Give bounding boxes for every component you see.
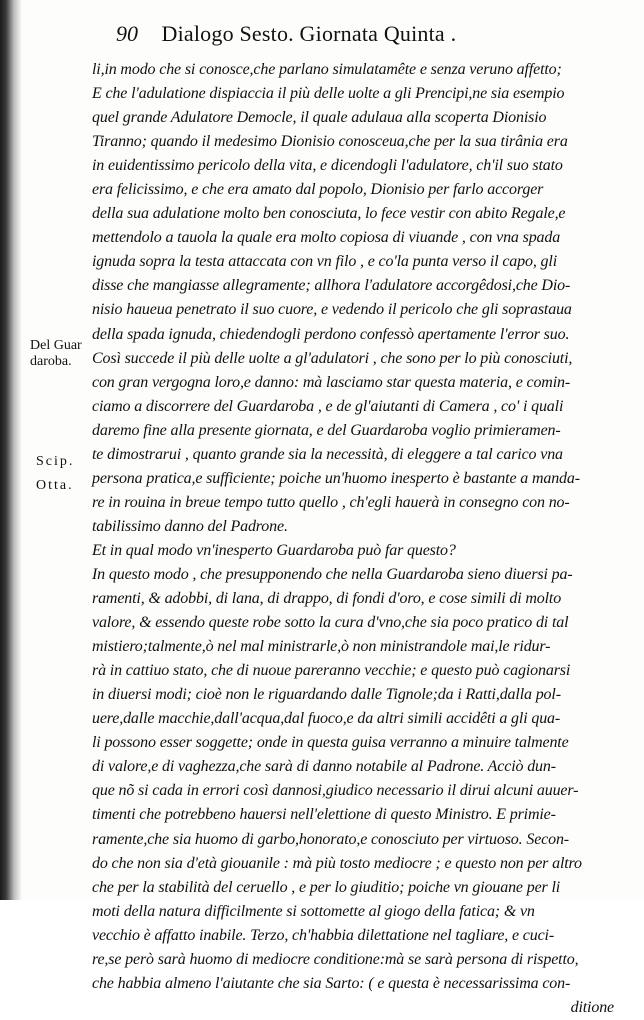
text-line: che per la stabilità del ceruello , e per lo giuditio; poiche vn giouane per li — [92, 878, 561, 896]
text-line: con gran vergogna loro,e danno: mà lasciamo star questa materia, e comin- — [92, 373, 571, 391]
text-line: disse che mangiasse allegramente; allhora l'adulatore accorgêdosi,che Dio- — [92, 277, 571, 295]
text-line: mistiero;talmente,ò nel mal ministrarle,ò non ministrandole mai,le ridur- — [92, 638, 551, 656]
margin-note-line: Del Guar — [30, 338, 82, 353]
text-line: E che l'adulatione dispiaccia il più delle uolte a gli Prencipi,ne sia esempio — [92, 85, 565, 103]
text-line: uere,dalle macchie,dall'acqua,dal fuoco,e da altri simili accidêti a gli qua- — [92, 710, 561, 728]
text-line: in diuersi modi; cioè non le riguardando dalle Tignole;da i Ratti,dalla pol- — [92, 686, 561, 704]
text-line: daremo fine alla presente giornata, e del Guardaroba voglio primieramen- — [92, 421, 561, 439]
text-line: moti della natura difficilmente si sottomette al giogo della fatica; & vn — [92, 902, 535, 920]
margin-note-line: daroba. — [30, 354, 72, 369]
text-line: rà in cattiuo stato, che di nuoue pareranno vecchie; e questo può cagionarsi — [92, 662, 571, 680]
text-line: ramente,che sia huomo di garbo,honorato,e conosciuto per virtuoso. Secon- — [92, 830, 569, 848]
text-line: te dimostrarui , quanto grande sia la necessità, di eleggere a tal carico vna — [92, 445, 563, 463]
text-line: li possono esser soggette; onde in questa guisa verranno a minuire talmente — [92, 734, 569, 752]
text-line: ramenti, & adobbi, di lana, di drappo, di fondi d'oro, e cose simili di molto — [92, 590, 562, 608]
text-line: li,in modo che si conosce,che parlano simulatamête e senza veruno affetto; — [92, 61, 562, 78]
text-line: ciamo a discorrere del Guardaroba , e de gl'aiutanti di Camera , co' i quali — [92, 397, 564, 415]
speaker-label-scip: Scip. — [36, 454, 75, 469]
speaker-label-otta: Otta. — [36, 478, 74, 493]
text-line: que nõ si cada in errori così dannosi,giudico necessario il dirui alcuni auuer- — [92, 782, 579, 800]
text-line: valore, & essendo queste robe sotto la cura d'vno,che sia poco pratico di tal — [92, 614, 569, 632]
text-line: Et in qual modo vn'inesperto Guardaroba può far questo? — [92, 541, 456, 559]
text-line: che habbia almeno l'aiutante che sia Sarto: ( e questa è necessarissima con- — [92, 974, 571, 992]
text-line: era felicissimo, e che era amato dal popolo, Dionisio per farlo accorger — [92, 181, 544, 199]
text-line: della spada ignuda, chiedendogli perdono confessò apertamente l'error suo. — [92, 325, 570, 343]
text-line-catchword: ditione — [570, 998, 614, 1016]
text-line: In questo modo , che presupponendo che nella Guardaroba sieno diuersi pa- — [92, 565, 573, 583]
text-line: vecchio è affatto inabile. Terzo, ch'habbia dilettatione nel tagliare, e cuci- — [92, 926, 554, 944]
body-text — [92, 58, 632, 1020]
text-line: re,se però sarà huomo di mediocre conditione:mà se sarà persona di rispetto, — [92, 950, 579, 968]
text-line: mettendolo a tauola la quale era molto copiosa di viuande , con vna spada — [92, 229, 561, 247]
margin-note — [30, 338, 90, 370]
text-line: della sua adulatione molto ben conosciuta, lo fece vestir con abito Regale,e — [92, 205, 566, 223]
binding-shadow — [0, 0, 22, 900]
text-line: re in rouina in breue tempo tutto quello , ch'egli hauerà in consegno con no- — [92, 493, 570, 511]
text-line: persona pratica,e sufficiente; poiche un'huomo inesperto è bastante a manda- — [92, 469, 580, 487]
text-line: timenti che potrebbeno hauersi nell'elettione di questo Ministro. E primie- — [92, 806, 556, 824]
text-line: in euidentissimo pericolo della vita, e dicendogli l'adulatore, ch'il suo stato — [92, 157, 563, 175]
running-head: Dialogo Sesto. Giornata Quinta . — [161, 21, 457, 46]
text-line: di valore,e di vaghezza,che sarà di danno notabile al Padrone. Acciò dun- — [92, 758, 556, 776]
page-header — [116, 16, 596, 52]
page-number: 90 — [116, 21, 138, 46]
text-line: quel grande Adulatore Democle, il quale adulaua alla scoperta Dionisio — [92, 109, 547, 127]
text-line: tabilissimo danno del Padrone. — [92, 517, 288, 535]
text-line: Così succede il più delle uolte a gl'adulatori , che sono per lo più conosciuti, — [92, 349, 573, 367]
text-line: Tiranno; quando il medesimo Dionisio conosceua,che per la sua tirânia era — [92, 133, 568, 151]
text-line: ignuda sopra la testa attaccata con vn filo , e co'la punta verso il capo, gli — [92, 253, 557, 271]
text-line: do che non sia d'età giouanile : mà più tosto mediocre ; e questo non per altro — [92, 854, 582, 872]
text-line: nisio haueua penetrato il suo cuore, e vedendo il pericolo che gli soprastaua — [92, 301, 572, 319]
